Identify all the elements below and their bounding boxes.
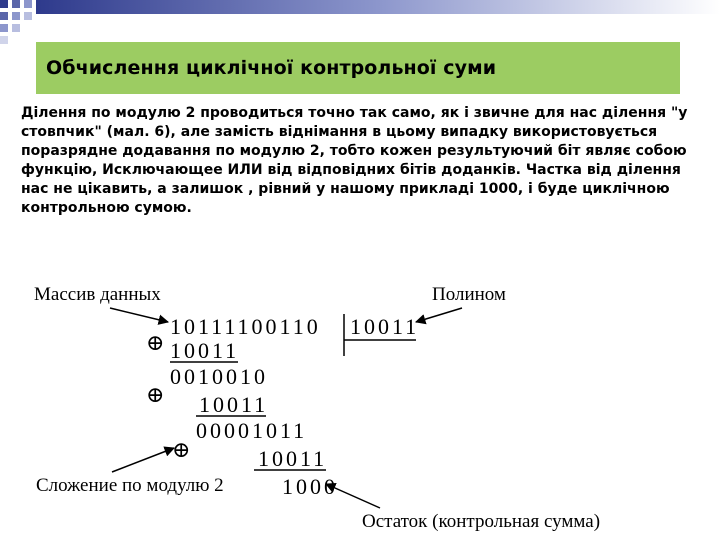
remainder: 1000 <box>282 474 338 499</box>
xor-symbol-2: ⊕ <box>146 382 165 407</box>
subtrahend-1: 10011 <box>170 338 240 363</box>
result-1: 0010010 <box>170 364 268 389</box>
xor-symbol-1: ⊕ <box>146 330 165 355</box>
dividend: 10111100110 <box>170 314 321 339</box>
arrow-data <box>110 308 168 322</box>
slide-title: Обчислення циклічної контрольної суми <box>46 57 497 79</box>
arrow-poly <box>416 308 462 322</box>
arrow-xor <box>112 448 174 472</box>
subtrahend-3: 10011 <box>258 446 328 471</box>
body-paragraph: Ділення по модулю 2 проводиться точно так само, як і звичне для нас ділення "у стовпчик" (мал. 6), але замість віднімання в цьому випадку використовується поразрядне додавання по модулю 2, тобто кожен результуючий біт являє собою функцію, Исключающее ИЛИ від відповідних бітів доданків. Частка від ділення нас не цікавить, а залишок , рівний у нашому прикладі 1000, і буде циклічною контрольною сумою. <box>21 105 688 216</box>
label-polynomial: Полином <box>432 284 506 305</box>
title-bar <box>36 42 680 94</box>
division-diagram <box>0 270 720 540</box>
label-data-array: Массив данных <box>34 284 161 305</box>
xor-symbol-3: ⊕ <box>172 437 191 462</box>
label-xor: Сложение по модулю 2 <box>36 475 224 496</box>
division-diagram-svg <box>0 270 720 540</box>
subtrahend-2: 10011 <box>199 392 269 417</box>
divisor: 10011 <box>350 314 420 339</box>
label-remainder: Остаток (контрольная сумма) <box>362 511 601 532</box>
result-2: 00001011 <box>196 418 308 443</box>
